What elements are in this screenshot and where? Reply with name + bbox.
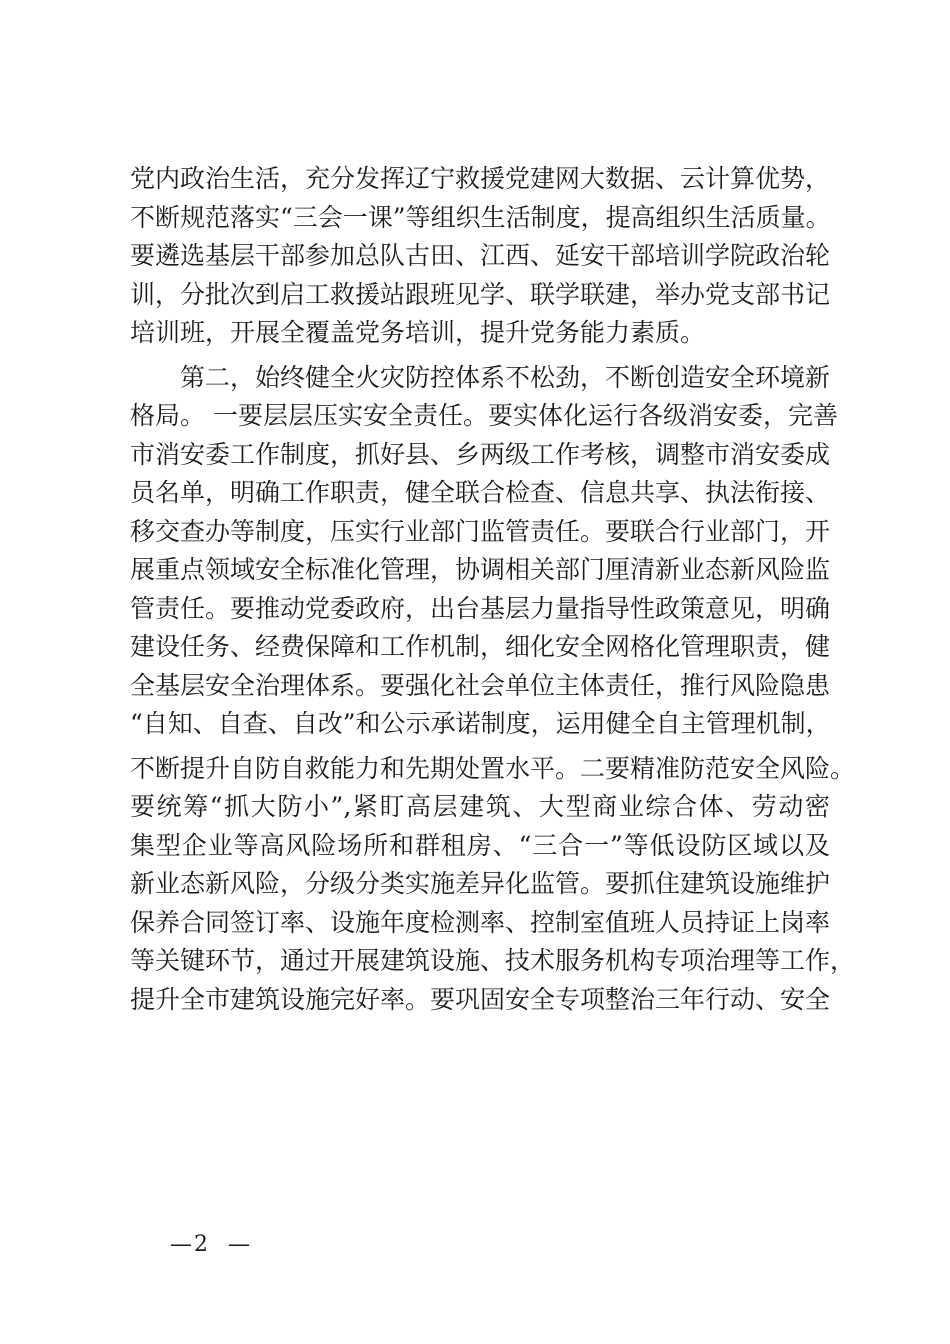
- paragraph-line: 训，分批次到启工救援站跟班见学、联学联建，举办党支部书记: [130, 279, 831, 309]
- paragraph-line: 集型企业等高风险场所和群租房、“三合一”等低设防区域以及: [130, 830, 830, 860]
- paragraph-line: 建设任务、经费保障和工作机制，细化安全网格化管理职责，健: [130, 632, 831, 661]
- paragraph-line: 等关键环节，通过开展建筑设施、技术服务机构专项治理等工作，: [130, 946, 856, 975]
- paragraph-line: 全基层安全治理体系。要强化社会单位主体责任，推行风险隐患: [130, 670, 831, 700]
- paragraph-line: 不断提升自防自救能力和先期处置水平。二要精准防范安全风险。: [130, 753, 856, 783]
- paragraph-line: 格局。 一要层层压实安全责任。要实体化运行各级消安委，完善: [130, 401, 838, 430]
- paragraph-line: “自知、自查、自改”和公示承诺制度，运用健全自主管理机制，: [130, 709, 831, 738]
- paragraph-line: 党内政治生活，充分发挥辽宁救援党建网大数据、云计算优势，: [130, 164, 831, 193]
- paragraph-line: 保养合同签订率、设施年度检测率、控制室值班人员持证上岗率: [130, 907, 831, 937]
- body-text: [130, 160, 856, 1019]
- paragraph-line: 第二，始终健全火灾防控体系不松劲，不断创造安全环境新: [180, 362, 831, 392]
- paragraph-line: 展重点领域安全标准化管理，协调相关部门厘清新业态新风险监: [130, 555, 831, 584]
- paragraph-line: 管责任。要推动党委政府，出台基层力量指导性政策意见，明确: [130, 593, 831, 623]
- paragraph-line: 培训班，开展全覆盖党务培训，提升党务能力素质。: [130, 318, 706, 347]
- paragraph-line: 员名单，明确工作职责，健全联合检查、信息共享、执法衔接、: [130, 478, 831, 507]
- page-number: —2 —: [170, 1232, 252, 1257]
- paragraph-line: 提升全市建筑设施完好率。要巩固安全专项整治三年行动、安全: [130, 984, 831, 1014]
- paragraph-line: 要遴选基层干部参加总队古田、江西、延安干部培训学院政治轮: [130, 241, 831, 270]
- paragraph-2: [130, 359, 856, 1020]
- paragraph-line: 移交查办等制度，压实行业部门监管责任。要联合行业部门，开: [130, 516, 831, 546]
- paragraph-line: 市消安委工作制度，抓好县、乡两级工作考核，调整市消安委成: [130, 439, 831, 469]
- paragraph-line: 新业态新风险，分级分类实施差异化监管。要抓住建筑设施维护: [130, 869, 831, 898]
- paragraph-line: 不断规范落实“三会一课”等组织生活制度，提高组织生活质量。: [130, 202, 831, 232]
- paragraph-1: [130, 160, 830, 353]
- paragraph-line: 要统筹“抓大防小”,紧盯高层建筑、大型商业综合体、劳动密: [130, 792, 830, 821]
